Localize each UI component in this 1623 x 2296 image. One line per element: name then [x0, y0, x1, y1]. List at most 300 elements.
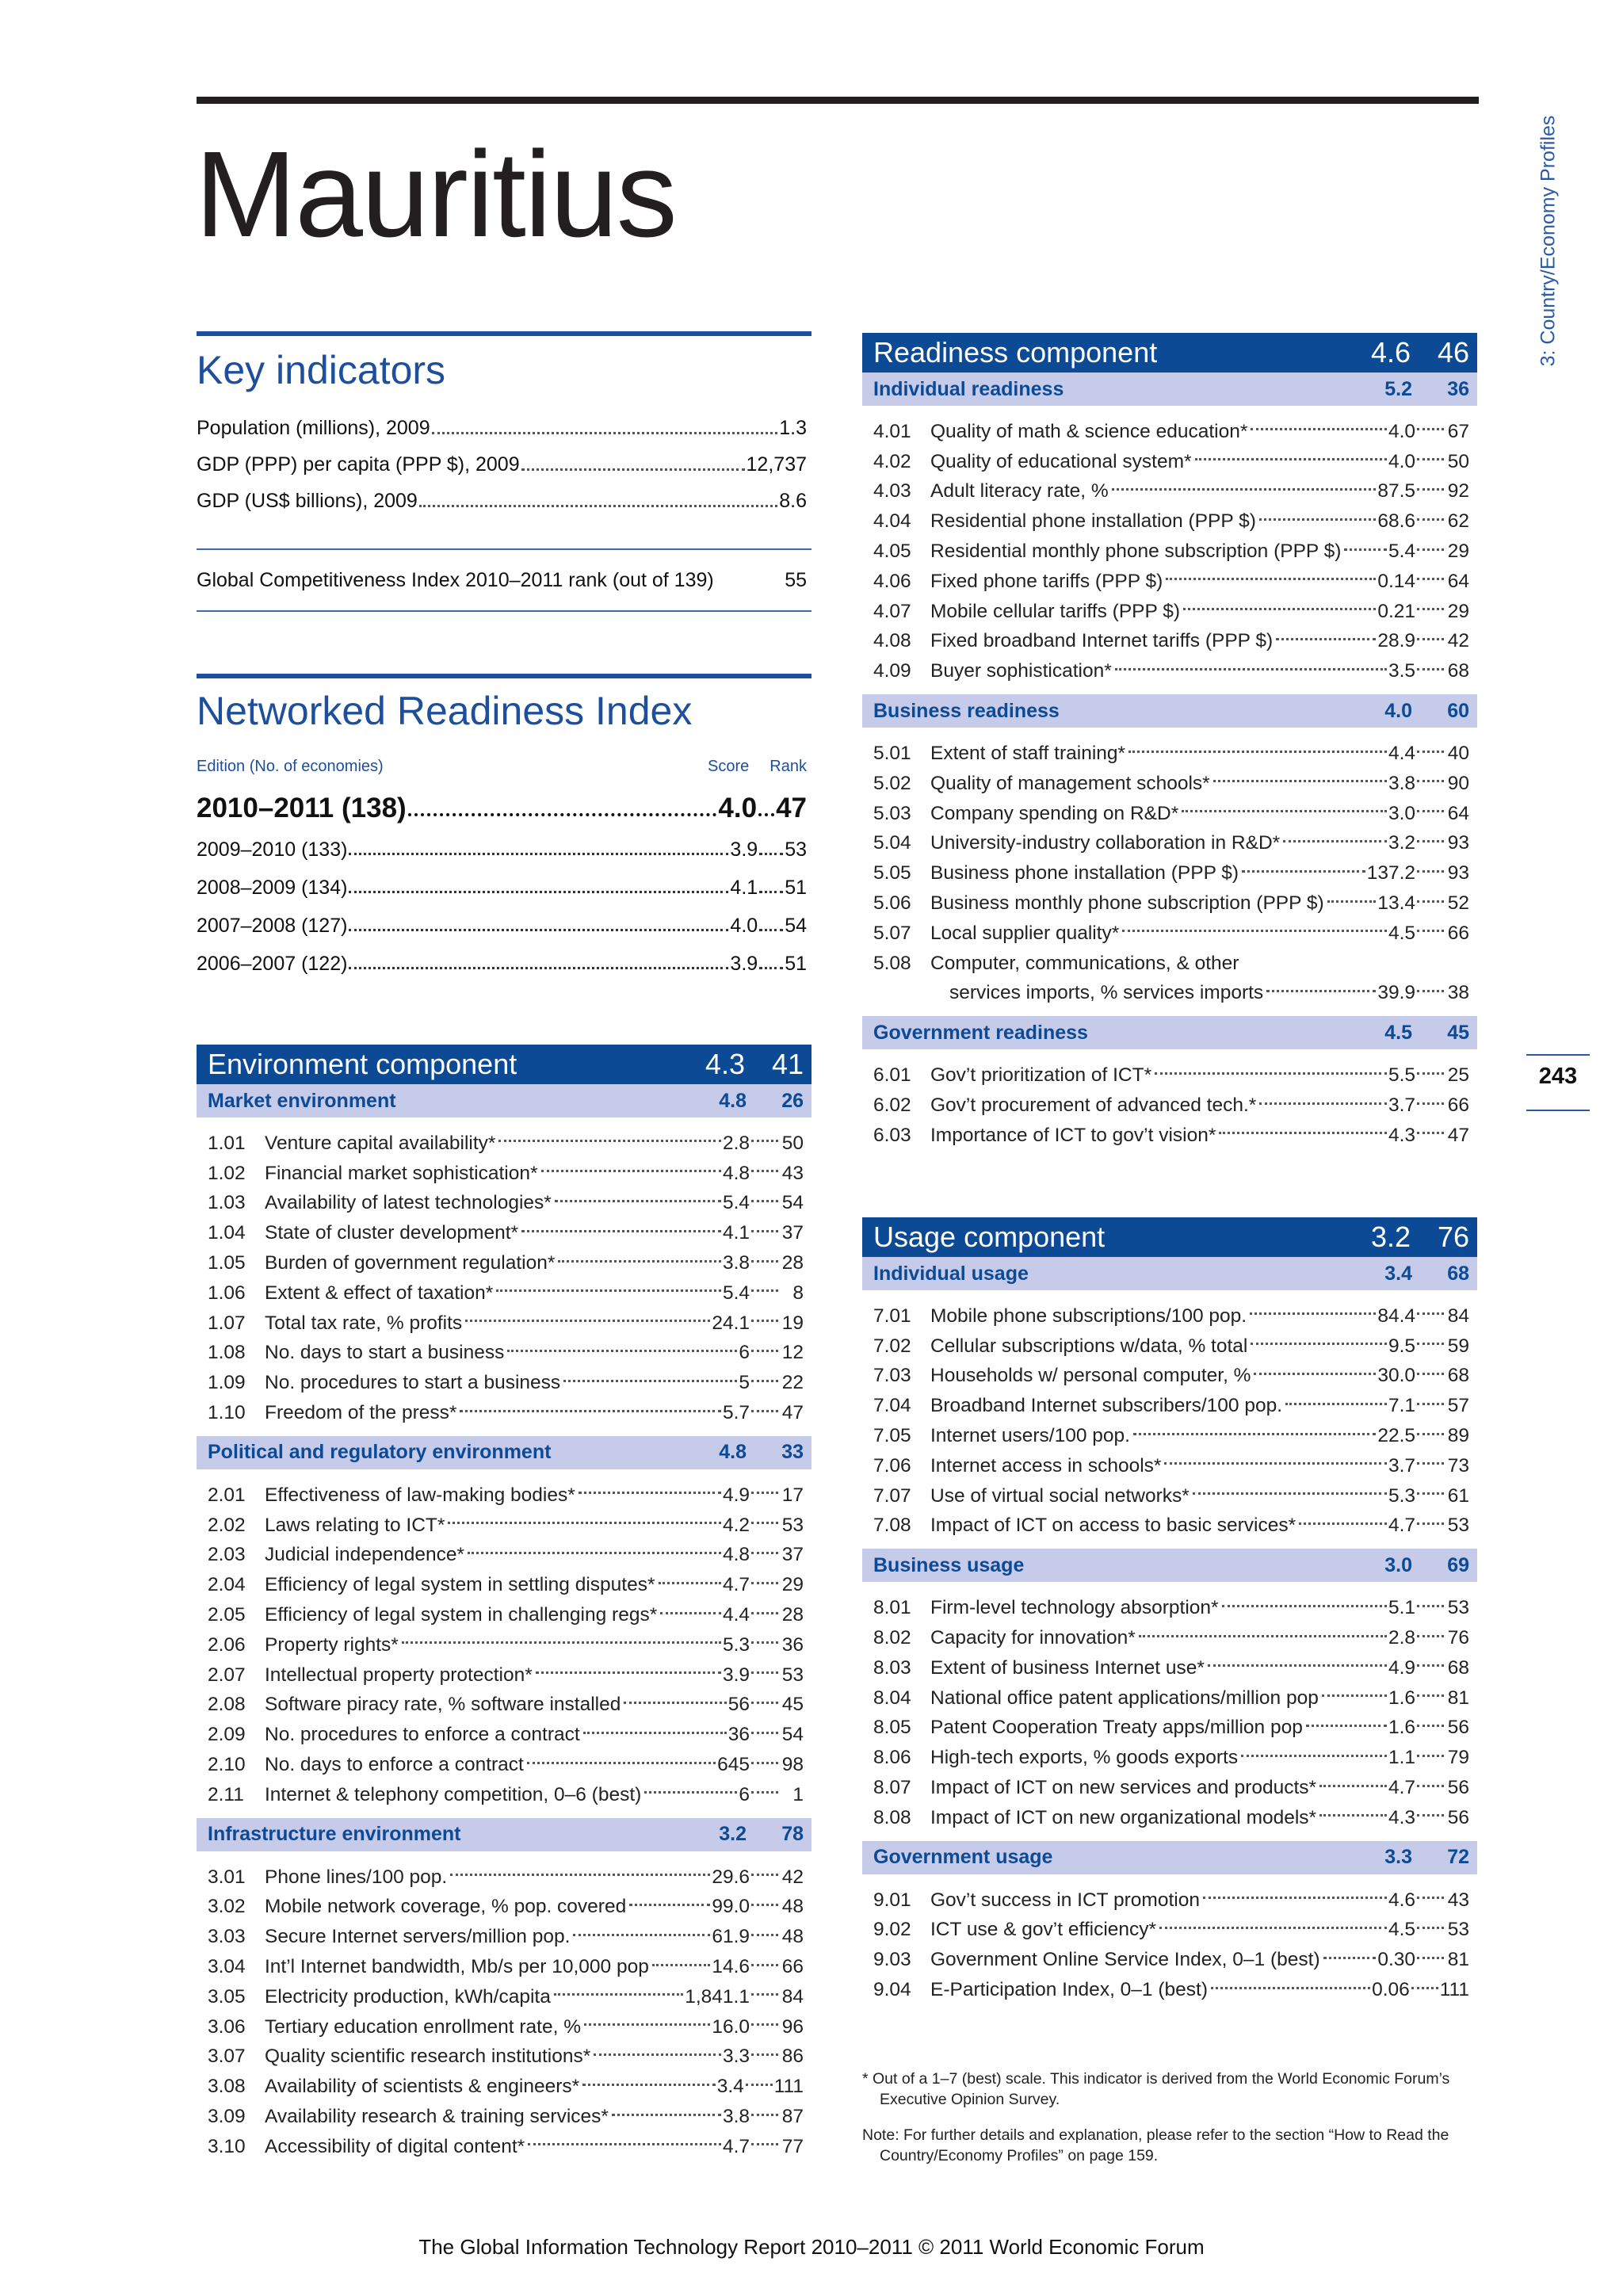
indicator-row: [197, 1952, 812, 1982]
indicator-name: Total tax rate, % profits: [265, 1312, 463, 1334]
indicator-code: 4.01: [873, 420, 911, 442]
indicator-code: 4.06: [873, 570, 911, 592]
indicator-rank: 43: [781, 1162, 804, 1184]
indicator-name: Company spending on R&D*: [930, 802, 1179, 824]
indicator-code: 3.01: [208, 1866, 246, 1888]
environment-component: [197, 1045, 812, 2170]
indicator-list: [862, 406, 1477, 694]
indicator-code: 1.05: [208, 1252, 246, 1274]
indicator-code: 5.06: [873, 892, 911, 915]
indicator-rank: 28: [781, 1252, 804, 1274]
indicator-name: Importance of ICT to gov’t vision*: [930, 1124, 1216, 1146]
indicator-score: 4.4: [722, 1604, 750, 1626]
indicator-code: 1.10: [208, 1402, 246, 1424]
indicator-code: 8.07: [873, 1777, 911, 1799]
indicator-code: 8.08: [873, 1806, 911, 1828]
indicator-row: [862, 1091, 1477, 1121]
side-tab-label: 3: Country/Economy Profiles: [1537, 115, 1560, 367]
usage-component: [862, 1217, 1477, 2013]
indicator-row: [862, 1713, 1477, 1744]
indicator-code: 2.02: [208, 1514, 246, 1536]
indicator-score: 4.0: [1388, 420, 1415, 442]
indicator-score: 0.14: [1377, 570, 1415, 592]
indicator-row: [197, 1750, 812, 1780]
reading-note: Note: For further details and explanation, please refer to the section “How to Read the Country/Economy Profiles” on page 159.: [862, 2126, 1449, 2164]
indicator-code: 4.03: [873, 480, 911, 502]
indicator-code: 5.07: [873, 922, 911, 944]
indicator-row: [197, 1630, 812, 1660]
indicator-row: [862, 1301, 1477, 1331]
indicator-score: 4.7: [722, 1574, 750, 1596]
gci-bottom-rule: [197, 610, 812, 612]
subindex-score: 3.2: [719, 1823, 747, 1846]
indicator-score: 5.4: [1388, 541, 1415, 563]
indicator-row: [197, 2132, 812, 2162]
indicator-score: 39.9: [1377, 982, 1415, 1004]
indicator-row: [197, 1893, 812, 1923]
indicator-name: Electricity production, kWh/capita: [265, 1985, 551, 2008]
indicator-row: [862, 1060, 1477, 1091]
indicator-label: GDP (PPP) per capita (PPP $), 2009: [197, 453, 520, 476]
nri-heading: Networked Readiness Index: [197, 689, 693, 733]
indicator-row: [197, 1660, 812, 1690]
indicator-rank: 56: [1447, 1777, 1469, 1799]
indicator-code: 4.09: [873, 660, 911, 682]
indicator-rank: 52: [1447, 892, 1469, 915]
indicator-code: 2.03: [208, 1544, 246, 1566]
indicator-name: Mobile phone subscriptions/100 pop.: [930, 1305, 1247, 1327]
nri-rule: [197, 674, 812, 678]
indicator-score: 4.7: [722, 2135, 750, 2157]
indicator-score: 14.6: [712, 1956, 750, 1978]
indicator-name: Efficiency of legal system in challenging regs*: [265, 1604, 658, 1626]
nri-score-header: Score: [708, 758, 750, 775]
indicator-code: 8.06: [873, 1747, 911, 1769]
indicator-score: 5.7: [722, 1402, 750, 1424]
indicator-score: 3.0: [1388, 802, 1415, 824]
indicator-rank: 56: [1447, 1717, 1469, 1739]
subindex-score: 5.2: [1384, 377, 1412, 400]
indicator-code: 1.06: [208, 1282, 246, 1304]
indicator-row: [862, 949, 1477, 979]
indicator-row: [862, 1945, 1477, 1975]
indicator-rank: 28: [781, 1604, 804, 1626]
subindex-rank: 68: [1447, 1262, 1469, 1285]
indicator-rank: 61: [1447, 1484, 1469, 1507]
indicator-score: 2.8: [1388, 1627, 1415, 1649]
indicator-rank: 50: [1447, 450, 1469, 472]
indicator-code: 4.04: [873, 510, 911, 533]
indicator-name: Impact of ICT on new services and products*: [930, 1777, 1317, 1799]
indicator-row: [862, 1773, 1477, 1803]
indicator-code: 1.02: [208, 1162, 246, 1184]
indicator-score: 56: [727, 1694, 750, 1716]
indicator-code: 5.04: [873, 832, 911, 854]
indicator-rank: 111: [773, 2076, 804, 2098]
indicator-score: 4.3: [1388, 1806, 1415, 1828]
indicator-value: 8.6: [779, 490, 807, 512]
nri-edition: 2010–2011 (138): [197, 793, 407, 823]
indicator-name: Int’l Internet bandwidth, Mb/s per 10,000 pop: [265, 1956, 649, 1978]
indicator-score: 30.0: [1377, 1365, 1415, 1387]
indicator-row: [197, 1278, 812, 1308]
indicator-rank: 37: [781, 1222, 804, 1244]
indicator-name: No. procedures to enforce a contract: [265, 1724, 580, 1746]
indicator-score: 0.06: [1372, 1979, 1410, 2001]
subindex-score: 4.8: [719, 1089, 747, 1112]
indicator-name: Extent of staff training*: [930, 743, 1126, 765]
indicator-score: 36: [727, 1724, 750, 1746]
indicator-row: [862, 417, 1477, 447]
indicator-rank: 66: [1447, 1095, 1469, 1117]
subindex-header: [862, 1016, 1477, 1049]
component-rank: 76: [1437, 1221, 1469, 1253]
indicator-name: Residential phone installation (PPP $): [930, 510, 1256, 533]
indicator-rank: 62: [1447, 510, 1469, 533]
indicator-score: 0.21: [1377, 600, 1415, 622]
indicator-code: 9.01: [873, 1889, 911, 1911]
indicator-row: [862, 1511, 1477, 1541]
indicator-row: [862, 1916, 1477, 1946]
indicator-row: [862, 1121, 1477, 1151]
indicator-score: 22.5: [1377, 1425, 1415, 1447]
indicator-code: 2.05: [208, 1604, 246, 1626]
indicator-name: No. procedures to start a business: [265, 1372, 561, 1394]
indicator-row: [197, 1129, 812, 1159]
component-title: Readiness component: [873, 336, 1158, 369]
indicator-score: 3.4: [716, 2076, 744, 2098]
indicator-name: Tertiary education enrollment rate, %: [265, 2015, 581, 2038]
indicator-rank: 111: [1439, 1979, 1469, 2001]
indicator-rank: 90: [1447, 772, 1469, 794]
indicator-value: 1.3: [779, 417, 807, 439]
indicator-row: [862, 1421, 1477, 1451]
indicator-rank: 64: [1447, 570, 1469, 592]
nri-history-row: [197, 877, 807, 900]
indicator-row: [197, 1570, 812, 1600]
indicator-score: 29.6: [712, 1866, 750, 1888]
indicator-row: [197, 1982, 812, 2012]
indicator-score: 5.4: [722, 1282, 750, 1304]
indicator-score: 4.7: [1388, 1777, 1415, 1799]
indicator-name: Gov’t procurement of advanced tech.*: [930, 1095, 1257, 1117]
indicator-score: 6: [739, 1783, 750, 1805]
indicator-row: [862, 567, 1477, 597]
indicator-code: 8.05: [873, 1717, 911, 1739]
component-score: 3.2: [1370, 1221, 1411, 1253]
indicator-row: [862, 1803, 1477, 1833]
indicator-rank: 29: [1447, 541, 1469, 563]
indicator-score: 4.8: [722, 1544, 750, 1566]
indicator-row: [862, 799, 1477, 829]
indicator-name: Effectiveness of law-making bodies*: [265, 1484, 575, 1506]
key-indicator-row: [197, 417, 807, 440]
indicator-row: [862, 1331, 1477, 1362]
indicator-label: GDP (US$ billions), 2009: [197, 490, 418, 512]
indicator-rank: 67: [1447, 420, 1469, 442]
indicator-name: Mobile network coverage, % pop. covered: [265, 1896, 627, 1918]
indicator-code: 3.10: [208, 2135, 246, 2157]
indicator-rank: 12: [781, 1342, 804, 1364]
indicator-row: [862, 1481, 1477, 1511]
indicator-rank: 79: [1447, 1747, 1469, 1769]
indicator-list: [862, 1582, 1477, 1840]
component-title: Usage component: [873, 1221, 1106, 1253]
indicator-rank: 40: [1447, 743, 1469, 765]
indicator-name: Impact of ICT on new organizational models*: [930, 1806, 1317, 1828]
indicator-row: [197, 1511, 812, 1541]
nri-edition: 2007–2008 (127): [197, 915, 348, 937]
nri-history-row: [197, 839, 807, 861]
indicator-score: 4.8: [722, 1162, 750, 1184]
indicator-row: [862, 1885, 1477, 1916]
indicator-rank: 53: [1447, 1919, 1469, 1941]
indicator-row: [197, 1248, 812, 1278]
indicator-code: 8.03: [873, 1656, 911, 1679]
gci-top-rule: [197, 548, 812, 550]
gci-row: [197, 569, 807, 592]
indicator-row: [197, 2042, 812, 2073]
indicator-code: 4.08: [873, 630, 911, 652]
indicator-score: 137.2: [1366, 862, 1415, 884]
indicator-row: [862, 1743, 1477, 1773]
subindex-score: 4.0: [1384, 699, 1412, 722]
asterisk-note: * Out of a 1–7 (best) scale. This indicator is derived from the World Economic Forum’s Executive Opinion Survey.: [862, 2070, 1450, 2109]
indicator-code: 4.05: [873, 541, 911, 563]
indicator-rank: 8: [792, 1282, 804, 1304]
indicator-score: 5.5: [1388, 1064, 1415, 1087]
indicator-sublist: [862, 739, 1477, 949]
indicator-name: Extent & effect of taxation*: [265, 1282, 494, 1304]
indicator-rank: 42: [1447, 630, 1469, 652]
indicator-score: 5: [739, 1372, 750, 1394]
indicator-code: 7.02: [873, 1335, 911, 1357]
indicator-name: Firm-level technology absorption*: [930, 1597, 1219, 1619]
nri-rank: 51: [785, 953, 807, 975]
indicator-score: 4.4: [1388, 743, 1415, 765]
indicator-rank: 77: [781, 2135, 804, 2157]
indicator-score: 99.0: [712, 1896, 750, 1918]
gci-label: Global Competitiveness Index 2010–2011 rank (out of 139): [197, 569, 714, 591]
indicator-code: 3.07: [208, 2046, 246, 2068]
indicator-score: 5.3: [722, 1633, 750, 1656]
indicator-score: 68.6: [1377, 510, 1415, 533]
readiness-component: [862, 333, 1477, 1159]
indicator-rank: 38: [1447, 982, 1469, 1004]
indicator-rank: 81: [1447, 1687, 1469, 1709]
indicator-name: E-Participation Index, 0–1 (best): [930, 1979, 1208, 2001]
indicator-list: [862, 1049, 1477, 1158]
indicator-name: Fixed broadband Internet tariffs (PPP $): [930, 630, 1274, 652]
indicator-rank: 53: [781, 1664, 804, 1686]
indicator-score: 13.4: [1377, 892, 1415, 915]
subindex-title: Government usage: [873, 1846, 1053, 1869]
indicator-rank: 73: [1447, 1454, 1469, 1477]
indicator-name: Financial market sophistication*: [265, 1162, 538, 1184]
indicator-score: 1.6: [1388, 1687, 1415, 1709]
indicator-rank: 36: [781, 1633, 804, 1656]
nri-history-row: [197, 953, 807, 976]
indicator-rank: 81: [1447, 1949, 1469, 1971]
indicator-name: Computer, communications, & other: [930, 952, 1239, 974]
indicator-rank: 22: [781, 1372, 804, 1394]
key-indicator-row: [197, 490, 807, 513]
indicator-score: 1.1: [1388, 1747, 1415, 1769]
indicator-name: Burden of government regulation*: [265, 1252, 556, 1274]
indicator-rank: 84: [1447, 1305, 1469, 1327]
indicator-score: 3.5: [1388, 660, 1415, 682]
indicator-rank: 47: [781, 1402, 804, 1424]
indicator-score: 4.5: [1388, 1919, 1415, 1941]
indicator-row: [862, 447, 1477, 477]
subindex-rank: 78: [781, 1823, 804, 1846]
indicator-rank: 92: [1447, 480, 1469, 502]
indicator-score: 5.4: [722, 1192, 750, 1214]
nri-score: 4.0: [718, 793, 758, 823]
subindex-title: Individual usage: [873, 1262, 1029, 1285]
indicator-row: [862, 1653, 1477, 1683]
indicator-code: 9.04: [873, 1979, 911, 2001]
indicator-score: 5.1: [1388, 1597, 1415, 1619]
indicator-rank: 68: [1447, 660, 1469, 682]
indicator-rank: 25: [1447, 1064, 1469, 1087]
indicator-rank: 54: [781, 1724, 804, 1746]
indicator-code: 8.02: [873, 1627, 911, 1649]
indicator-score: 4.6: [1388, 1889, 1415, 1911]
indicator-row: [197, 1189, 812, 1219]
indicator-rank: 43: [1447, 1889, 1469, 1911]
indicator-code: 2.10: [208, 1754, 246, 1776]
indicator-rank: 98: [781, 1754, 804, 1776]
indicator-code: 2.01: [208, 1484, 246, 1506]
indicator-name: Business monthly phone subscription (PPP $): [930, 892, 1324, 915]
indicator-row: [862, 919, 1477, 949]
indicator-name: Fixed phone tariffs (PPP $): [930, 570, 1163, 592]
indicator-code: 4.02: [873, 450, 911, 472]
subindex-header: [862, 1841, 1477, 1874]
indicator-score: 87.5: [1377, 480, 1415, 502]
indicator-name: Buyer sophistication*: [930, 660, 1112, 682]
indicator-rank: 59: [1447, 1335, 1469, 1357]
indicator-code: 1.04: [208, 1222, 246, 1244]
subindex-score: 3.3: [1384, 1846, 1412, 1869]
indicator-name: No. days to enforce a contract: [265, 1754, 524, 1776]
indicator-name: Quality of educational system*: [930, 450, 1192, 472]
indicator-score: 16.0: [712, 2015, 750, 2038]
indicator-name: Gov’t prioritization of ICT*: [930, 1064, 1152, 1087]
indicator-score: 0.30: [1377, 1949, 1415, 1971]
subindex-rank: 45: [1447, 1021, 1469, 1044]
indicator-rank: 17: [781, 1484, 804, 1506]
indicator-name: Households w/ personal computer, %: [930, 1365, 1251, 1387]
component-score: 4.6: [1370, 336, 1411, 369]
indicator-code: 1.09: [208, 1372, 246, 1394]
indicator-row: [197, 1600, 812, 1630]
indicator-rank: 1: [792, 1783, 804, 1805]
indicator-row: [862, 858, 1477, 888]
indicator-code: 3.09: [208, 2106, 246, 2127]
indicator-score: 61.9: [712, 1926, 750, 1948]
indicator-rank: 87: [781, 2106, 804, 2127]
indicator-name: Intellectual property protection*: [265, 1664, 533, 1686]
indicator-name: State of cluster development*: [265, 1222, 519, 1244]
indicator-score: 4.0: [1388, 450, 1415, 472]
indicator-row: [862, 979, 1477, 1009]
indicator-code: 8.04: [873, 1687, 911, 1709]
indicator-name: National office patent applications/million pop: [930, 1687, 1319, 1709]
indicator-name: Broadband Internet subscribers/100 pop.: [930, 1395, 1283, 1417]
indicator-score: 1.6: [1388, 1717, 1415, 1739]
indicator-name: Residential monthly phone subscription (PPP $): [930, 541, 1342, 563]
subindex-header: [197, 1084, 812, 1117]
indicator-code: 2.06: [208, 1633, 246, 1656]
indicator-rank: 53: [781, 1514, 804, 1536]
indicator-row: [862, 888, 1477, 919]
nri-edition: 2008–2009 (134): [197, 877, 348, 899]
indicator-rank: 29: [1447, 600, 1469, 622]
indicator-row: [197, 1339, 812, 1369]
indicator-code: 7.08: [873, 1515, 911, 1537]
indicator-score: 6: [739, 1342, 750, 1364]
page-number-box: [1526, 1054, 1590, 1111]
indicator-score: 3.7: [1388, 1454, 1415, 1477]
indicator-rank: 96: [781, 2015, 804, 2038]
indicator-row: [862, 1451, 1477, 1481]
indicator-name: Availability of scientists & engineers*: [265, 2076, 580, 2098]
indicator-score: 28.9: [1377, 630, 1415, 652]
indicator-name: Internet users/100 pop.: [930, 1425, 1130, 1447]
indicator-row: [197, 1368, 812, 1398]
indicator-name: Venture capital availability*: [265, 1132, 496, 1154]
page-number: 243: [1538, 1064, 1578, 1089]
indicator-score: 7.1: [1388, 1395, 1415, 1417]
indicator-score: 4.9: [722, 1484, 750, 1506]
section-side-tab: [1533, 98, 1564, 384]
subindex-title: Business usage: [873, 1553, 1025, 1576]
subindex-title: Infrastructure environment: [208, 1823, 461, 1846]
indicator-code: 7.03: [873, 1365, 911, 1387]
indicator-code: 4.07: [873, 600, 911, 622]
subindex-header: [862, 1257, 1477, 1290]
nri-rank: 53: [785, 839, 807, 861]
subindex-header: [197, 1818, 812, 1851]
nri-rank: 47: [776, 793, 807, 823]
component-rank: 46: [1437, 336, 1469, 369]
indicator-name: Patent Cooperation Treaty apps/million pop: [930, 1717, 1303, 1739]
indicator-code: 3.05: [208, 1985, 246, 2008]
indicator-code: 1.07: [208, 1312, 246, 1334]
indicator-code: 2.08: [208, 1694, 246, 1716]
indicator-row: [197, 1308, 812, 1339]
indicator-name: Judicial independence*: [265, 1544, 464, 1566]
indicator-name: Phone lines/100 pop.: [265, 1866, 448, 1888]
subindex-title: Government readiness: [873, 1021, 1088, 1044]
nri-score: 4.1: [730, 877, 758, 899]
nri-edition-header: Edition (No. of economies): [197, 758, 384, 775]
subindex-rank: 26: [781, 1089, 804, 1112]
indicator-name: Quality of management schools*: [930, 772, 1210, 794]
indicator-row: [862, 1683, 1477, 1713]
indicator-name: Availability research & training services*: [265, 2106, 609, 2127]
indicator-row: [862, 537, 1477, 567]
indicator-rank: 45: [781, 1694, 804, 1716]
indicator-rank: 68: [1447, 1656, 1469, 1679]
indicator-code: 7.05: [873, 1425, 911, 1447]
component-header: [197, 1045, 812, 1084]
subindex-rank: 36: [1447, 377, 1469, 400]
indicator-score: 4.5: [1388, 922, 1415, 944]
nri-rank: 51: [785, 877, 807, 899]
